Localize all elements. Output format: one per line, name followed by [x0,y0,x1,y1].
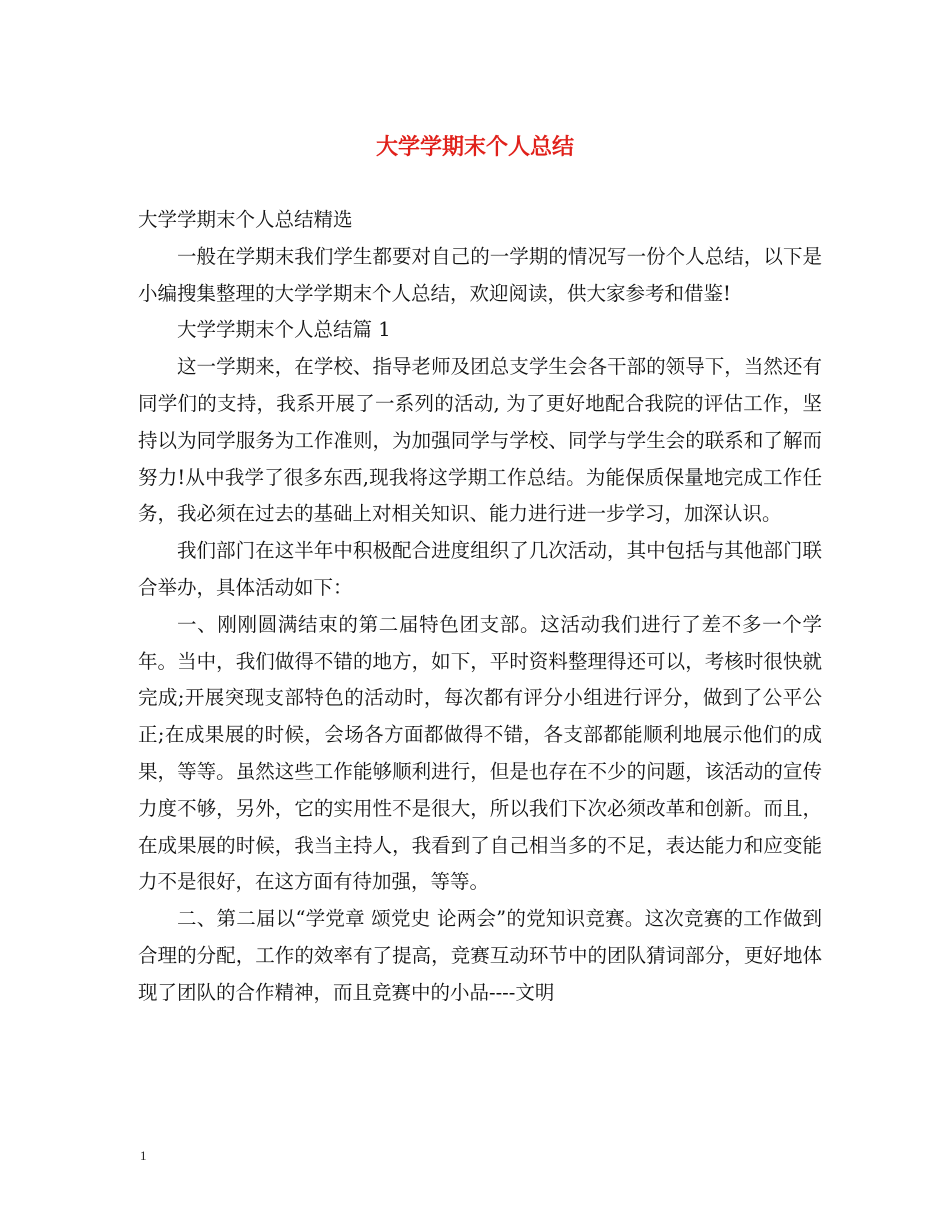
paragraph: 二、第二届以“学党章 颂党史 论两会”的党知识竞赛。这次竞赛的工作做到合理的分配，工作的效率有了提高，竞赛互动环节中的团队猜词部分，更好地体现了团队的合作精神，而且竞赛中的小品----文明 [138,907,822,1004]
paragraph: 我们部门在这半年中积极配合进度组织了几次活动，其中包括与其他部门联合举办，具体活动如下： [138,539,822,599]
paragraph: 一般在学期末我们学生都要对自己的一学期的情况写一份个人总结，以下是小编搜集整理的大学学期末个人总结，欢迎阅读，供大家参考和借鉴! [138,244,822,305]
paragraph: 这一学期来，在学校、指导老师及团总支学生会各干部的领导下，当然还有同学们的支持，我系开展了一系列的活动, 为了更好地配合我院的评估工作，坚持以为同学服务为工作准则，为加强同学与学校、同学与学生会的联系和了解而努力!从中我学了很多东西,现我将这学期工作总结。为能保质保量地完成工作任务，我必须在过去的基础上对相关知识、能力进行进一步学习，加深认识。 [138,355,822,526]
document-body [138,202,822,1012]
document-title: 大学学期末个人总结 [375,135,574,160]
paragraph: 一、刚刚圆满结束的第二届特色团支部。这活动我们进行了差不多一个学年。当中，我们做得不错的地方，如下，平时资料整理得还可以，考核时很快就完成;开展突现支部特色的活动时，每次都有评分小组进行评分，做到了公平公正;在成果展的时候，会场各方面都做得不错，各支部都能顺利地展示他们的成果，等等。虽然这些工作能够顺利进行，但是也存在不少的问题，该活动的宣传力度不够，另外，它的实用性不是很大，所以我们下次必须改革和创新。而且，在成果展的时候，我当主持人，我看到了自己相当多的不足，表达能力和应变能力不是很好，在这方面有待加强，等等。 [138,612,822,894]
paragraph: 大学学期末个人总结精选 [138,208,353,231]
page-number: 1 [140,1148,147,1163]
section-heading: 大学学期末个人总结篇 1 [177,318,391,342]
